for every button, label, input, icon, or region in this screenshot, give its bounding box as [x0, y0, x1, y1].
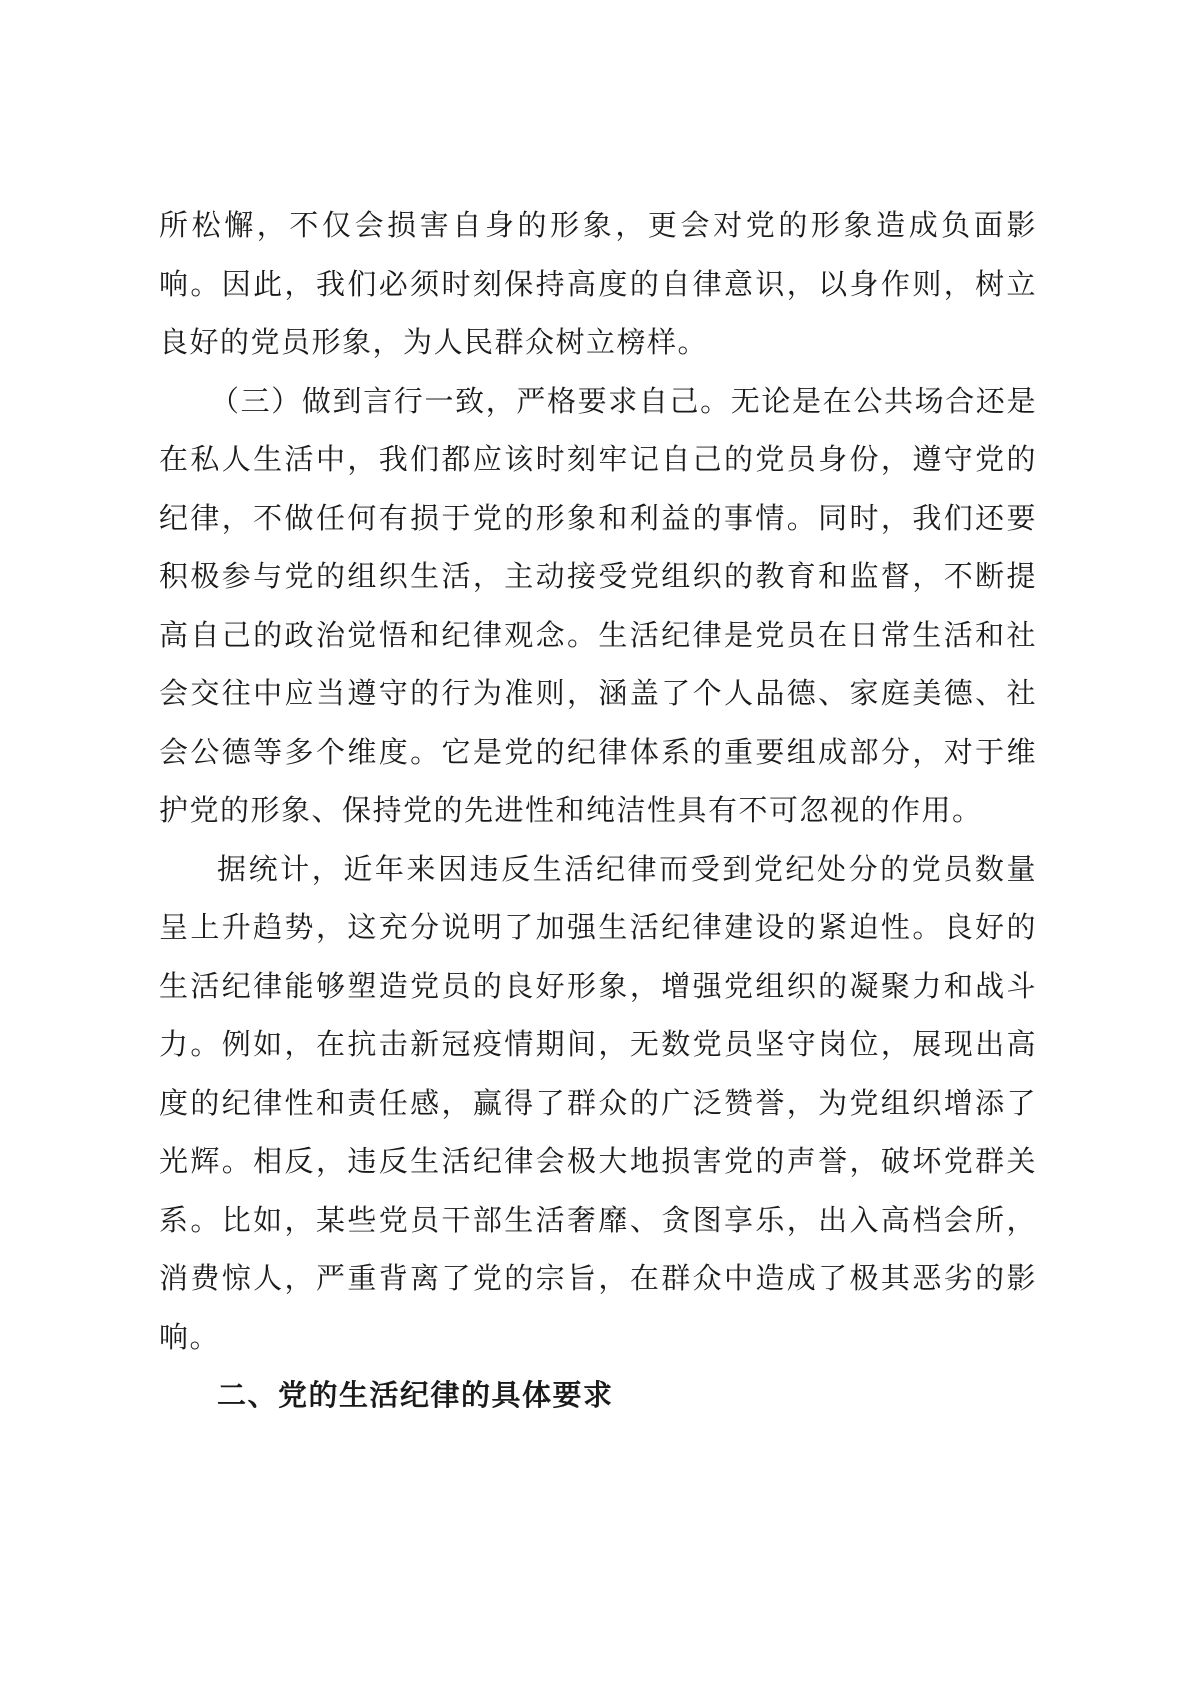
section-heading: 二、党的生活纪律的具体要求 — [217, 1378, 614, 1412]
paragraph-continuation: 所松懈，不仅会损害自身的形象，更会对党的形象造成负面影响。因此，我们必须时刻保持高度的自律意识，以身作则，树立良好的党员形象，为人民群众树立榜样。 — [159, 208, 1037, 359]
document-body — [159, 196, 1037, 1425]
paragraph-section-three: （三）做到言行一致，严格要求自己。无论是在公共场合还是在私人生活中，我们都应该时刻牢记自己的党员身份，遵守党的纪律，不做任何有损于党的形象和利益的事情。同时，我们还要积极参与党的组织生活，主动接受党组织的教育和监督，不断提高自己的政治觉悟和纪律观念。生活纪律是党员在日常生活和社会交往中应当遵守的行为准则，涵盖了个人品德、家庭美德、社会公德等多个维度。它是党的纪律体系的重要组成部分，对于维护党的形象、保持党的先进性和纯洁性具有不可忽视的作用。 — [159, 383, 1037, 827]
paragraph-statistics: 据统计，近年来因违反生活纪律而受到党纪处分的党员数量呈上升趋势，这充分说明了加强生活纪律建设的紧迫性。良好的生活纪律能够塑造党员的良好形象，增强党组织的凝聚力和战斗力。例如，在抗击新冠疫情期间，无数党员坚守岗位，展现出高度的纪律性和责任感，赢得了群众的广泛赞誉，为党组织增添了光辉。相反，违反生活纪律会极大地损害党的声誉，破坏党群关系。比如，某些党员干部生活奢靡、贪图享乐，出入高档会所，消费惊人，严重背离了党的宗旨，在群众中造成了极其恶劣的影响。 — [159, 851, 1037, 1354]
